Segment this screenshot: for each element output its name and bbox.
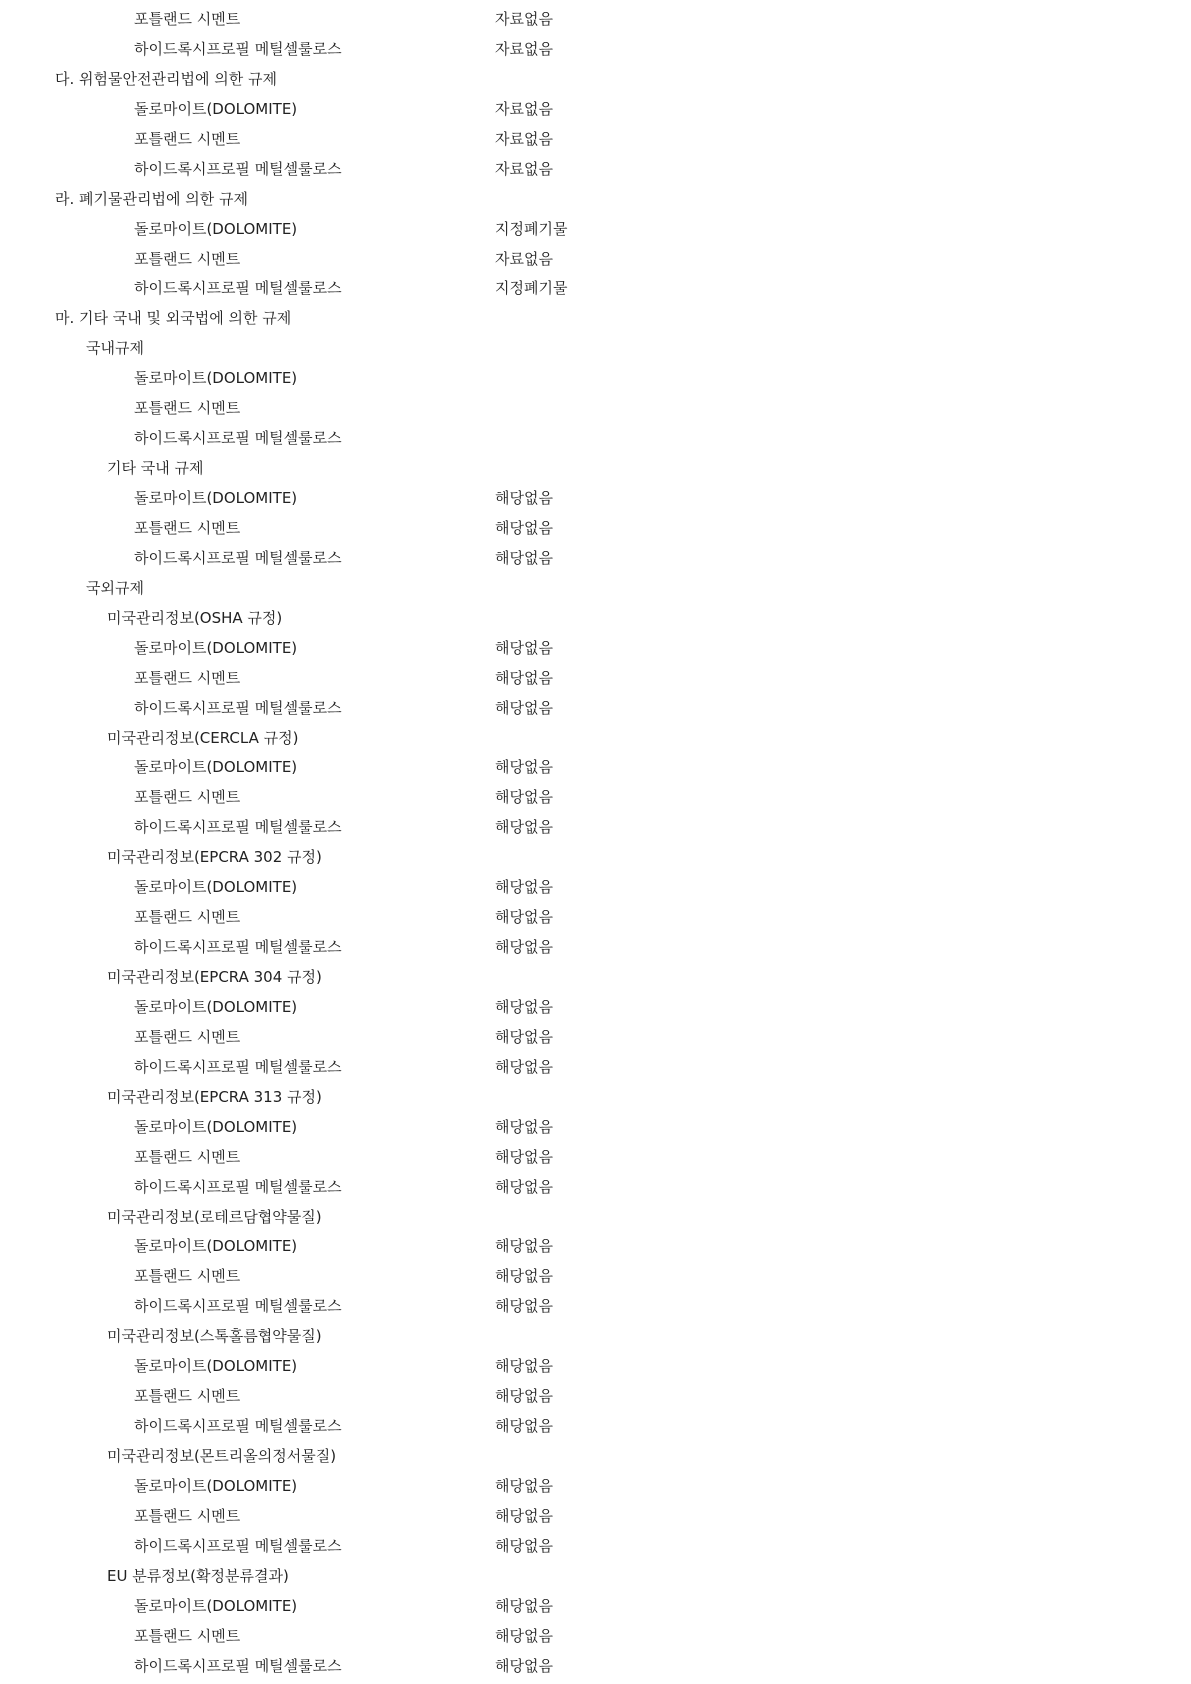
regulation-status: 해당없음: [495, 1027, 553, 1046]
substance-row: [0, 812, 1191, 842]
substance-name: 하이드록시프로필 메틸셀룰로스: [134, 1057, 342, 1076]
regulatory-info-document: [0, 4, 1191, 1681]
regulation-heading: [0, 1082, 1191, 1112]
regulation-heading: [0, 962, 1191, 992]
substance-name: 돌로마이트(DOLOMITE): [134, 99, 298, 118]
substance-name: 돌로마이트(DOLOMITE): [134, 997, 298, 1016]
substance-name: 하이드록시프로필 메틸셀룰로스: [134, 698, 342, 717]
substance-row: [0, 4, 1191, 34]
substance-row: [0, 94, 1191, 124]
substance-name: 포틀랜드 시멘트: [134, 518, 241, 537]
substance-name: 포틀랜드 시멘트: [134, 788, 241, 807]
substance-row: [0, 1261, 1191, 1291]
substance-name: 돌로마이트(DOLOMITE): [134, 638, 298, 657]
regulation-status: 해당없음: [495, 548, 553, 567]
regulation-status: 해당없음: [495, 1626, 553, 1645]
regulation-status: 해당없음: [495, 1117, 553, 1136]
heading-text: 국외규제: [86, 578, 144, 597]
substance-name: 하이드록시프로필 메틸셀룰로스: [134, 1177, 342, 1196]
substance-row: [0, 633, 1191, 663]
substance-row: [0, 752, 1191, 782]
substance-name: 돌로마이트(DOLOMITE): [134, 1357, 298, 1376]
heading-text: 미국관리정보(EPCRA 304 규정): [107, 968, 322, 986]
substance-row: [0, 1172, 1191, 1202]
regulation-heading: [0, 1202, 1191, 1232]
regulation-status: 해당없음: [495, 1656, 553, 1675]
substance-name: 하이드록시프로필 메틸셀룰로스: [134, 818, 342, 837]
substance-row: [0, 363, 1191, 393]
substance-name: 하이드록시프로필 메틸셀룰로스: [134, 1536, 342, 1555]
regulation-status: 지정폐기물: [495, 279, 568, 298]
regulation-status: 해당없음: [495, 1057, 553, 1076]
substance-row: [0, 393, 1191, 423]
substance-name: 포틀랜드 시멘트: [134, 908, 241, 927]
substance-name: 하이드록시프로필 메틸셀룰로스: [134, 39, 342, 58]
substance-row: [0, 543, 1191, 573]
subsection-heading: [0, 573, 1191, 603]
substance-row: [0, 483, 1191, 513]
substance-row: [0, 1291, 1191, 1321]
substance-row: [0, 663, 1191, 693]
regulation-status: 해당없음: [495, 997, 553, 1016]
substance-name: 하이드록시프로필 메틸셀룰로스: [134, 1297, 342, 1316]
substance-name: 돌로마이트(DOLOMITE): [134, 1596, 298, 1615]
heading-text: 미국관리정보(EPCRA 313 규정): [107, 1087, 322, 1106]
substance-name: 돌로마이트(DOLOMITE): [134, 758, 298, 777]
heading-text: 미국관리정보(로테르담협약물질): [107, 1207, 322, 1226]
substance-row: [0, 34, 1191, 64]
regulation-heading: [0, 603, 1191, 633]
substance-name: 포틀랜드 시멘트: [134, 399, 241, 418]
regulation-status: 해당없음: [495, 1267, 553, 1286]
regulation-status: 해당없음: [495, 1147, 553, 1166]
substance-name: 하이드록시프로필 메틸셀룰로스: [134, 159, 342, 178]
section-heading: [0, 64, 1191, 94]
regulation-status: 해당없음: [495, 698, 553, 717]
regulation-status: 해당없음: [495, 668, 553, 687]
substance-row: [0, 1022, 1191, 1052]
regulation-status: 해당없음: [495, 758, 553, 777]
regulation-status: 해당없음: [495, 1237, 553, 1256]
substance-row: [0, 214, 1191, 244]
substance-name: 돌로마이트(DOLOMITE): [134, 219, 298, 238]
substance-row: [0, 1531, 1191, 1561]
substance-name: 포틀랜드 시멘트: [134, 1626, 241, 1645]
substance-name: 하이드록시프로필 메틸셀룰로스: [134, 938, 342, 957]
substance-name: 하이드록시프로필 메틸셀룰로스: [134, 1656, 342, 1675]
substance-name: 포틀랜드 시멘트: [134, 1506, 241, 1525]
substance-row: [0, 902, 1191, 932]
regulation-status: 자료없음: [495, 249, 553, 268]
regulation-status: 자료없음: [495, 99, 553, 118]
substance-name: 포틀랜드 시멘트: [134, 1387, 241, 1406]
substance-row: [0, 1411, 1191, 1441]
substance-name: 돌로마이트(DOLOMITE): [134, 1237, 298, 1256]
regulation-status: 해당없음: [495, 788, 553, 807]
regulation-status: 자료없음: [495, 10, 553, 28]
substance-row: [0, 1052, 1191, 1082]
substance-name: 포틀랜드 시멘트: [134, 10, 241, 28]
substance-name: 포틀랜드 시멘트: [134, 668, 241, 687]
regulation-status: 해당없음: [495, 908, 553, 927]
substance-row: [0, 1142, 1191, 1172]
heading-text: 다. 위험물안전관리법에 의한 규제: [55, 69, 277, 88]
substance-name: 하이드록시프로필 메틸셀룰로스: [134, 1417, 342, 1436]
substance-name: 하이드록시프로필 메틸셀룰로스: [134, 429, 342, 448]
substance-row: [0, 992, 1191, 1022]
regulation-status: 해당없음: [495, 518, 553, 537]
substance-name: 포틀랜드 시멘트: [134, 1147, 241, 1166]
substance-row: [0, 423, 1191, 453]
heading-text: EU 분류정보(확정분류결과): [107, 1566, 289, 1585]
regulation-heading: [0, 1321, 1191, 1351]
substance-row: [0, 273, 1191, 303]
regulation-status: 해당없음: [495, 878, 553, 897]
substance-name: 포틀랜드 시멘트: [134, 129, 241, 148]
heading-text: 미국관리정보(EPCRA 302 규정): [107, 848, 322, 867]
regulation-heading: [0, 723, 1191, 753]
substance-row: [0, 1351, 1191, 1381]
substance-name: 하이드록시프로필 메틸셀룰로스: [134, 279, 342, 298]
heading-text: 미국관리정보(스톡홀름협약물질): [107, 1327, 322, 1346]
heading-text: 국내규제: [86, 339, 144, 358]
regulation-status: 해당없음: [495, 938, 553, 957]
substance-row: [0, 244, 1191, 274]
substance-name: 돌로마이트(DOLOMITE): [134, 489, 298, 507]
substance-row: [0, 1501, 1191, 1531]
heading-text: 미국관리정보(OSHA 규정): [107, 608, 283, 627]
heading-text: 마. 기타 국내 및 외국법에 의한 규제: [55, 309, 292, 328]
regulation-heading: [0, 1561, 1191, 1591]
regulation-status: 해당없음: [495, 1387, 553, 1406]
substance-row: [0, 154, 1191, 184]
heading-text: 라. 폐기물관리법에 의한 규제: [55, 189, 248, 208]
heading-text: 미국관리정보(몬트리올의정서물질): [107, 1447, 337, 1465]
regulation-status: 지정폐기물: [495, 219, 568, 238]
substance-row: [0, 1231, 1191, 1261]
heading-text: 기타 국내 규제: [107, 459, 204, 478]
regulation-heading: [0, 842, 1191, 872]
substance-row: [0, 1591, 1191, 1621]
substance-row: [0, 932, 1191, 962]
regulation-status: 자료없음: [495, 39, 553, 58]
substance-name: 포틀랜드 시멘트: [134, 249, 241, 268]
substance-row: [0, 1381, 1191, 1411]
regulation-status: 해당없음: [495, 1417, 553, 1436]
regulation-status: 해당없음: [495, 1476, 553, 1495]
regulation-status: 해당없음: [495, 638, 553, 657]
substance-name: 돌로마이트(DOLOMITE): [134, 369, 298, 388]
heading-text: 미국관리정보(CERCLA 규정): [107, 728, 299, 747]
substance-name: 돌로마이트(DOLOMITE): [134, 1476, 298, 1495]
regulation-status: 해당없음: [495, 1506, 553, 1525]
substance-row: [0, 124, 1191, 154]
substance-row: [0, 1471, 1191, 1501]
subsection-heading: [0, 333, 1191, 363]
substance-name: 포틀랜드 시멘트: [134, 1267, 241, 1286]
substance-name: 돌로마이트(DOLOMITE): [134, 1117, 298, 1136]
regulation-status: 해당없음: [495, 1297, 553, 1316]
substance-row: [0, 1621, 1191, 1651]
substance-row: [0, 1651, 1191, 1681]
substance-name: 하이드록시프로필 메틸셀룰로스: [134, 548, 342, 567]
substance-row: [0, 782, 1191, 812]
regulation-status: 해당없음: [495, 818, 553, 837]
regulation-status: 해당없음: [495, 1536, 553, 1555]
regulation-status: 자료없음: [495, 129, 553, 148]
substance-row: [0, 513, 1191, 543]
substance-name: 돌로마이트(DOLOMITE): [134, 878, 298, 897]
section-heading: [0, 184, 1191, 214]
substance-row: [0, 872, 1191, 902]
regulation-status: 해당없음: [495, 489, 553, 507]
regulation-status: 자료없음: [495, 159, 553, 178]
regulation-status: 해당없음: [495, 1357, 553, 1376]
regulation-heading: [0, 1441, 1191, 1471]
regulation-status: 해당없음: [495, 1177, 553, 1196]
section-heading: [0, 303, 1191, 333]
regulation-status: 해당없음: [495, 1596, 553, 1615]
substance-row: [0, 1112, 1191, 1142]
substance-row: [0, 693, 1191, 723]
regulation-heading: [0, 453, 1191, 483]
substance-name: 포틀랜드 시멘트: [134, 1027, 241, 1046]
